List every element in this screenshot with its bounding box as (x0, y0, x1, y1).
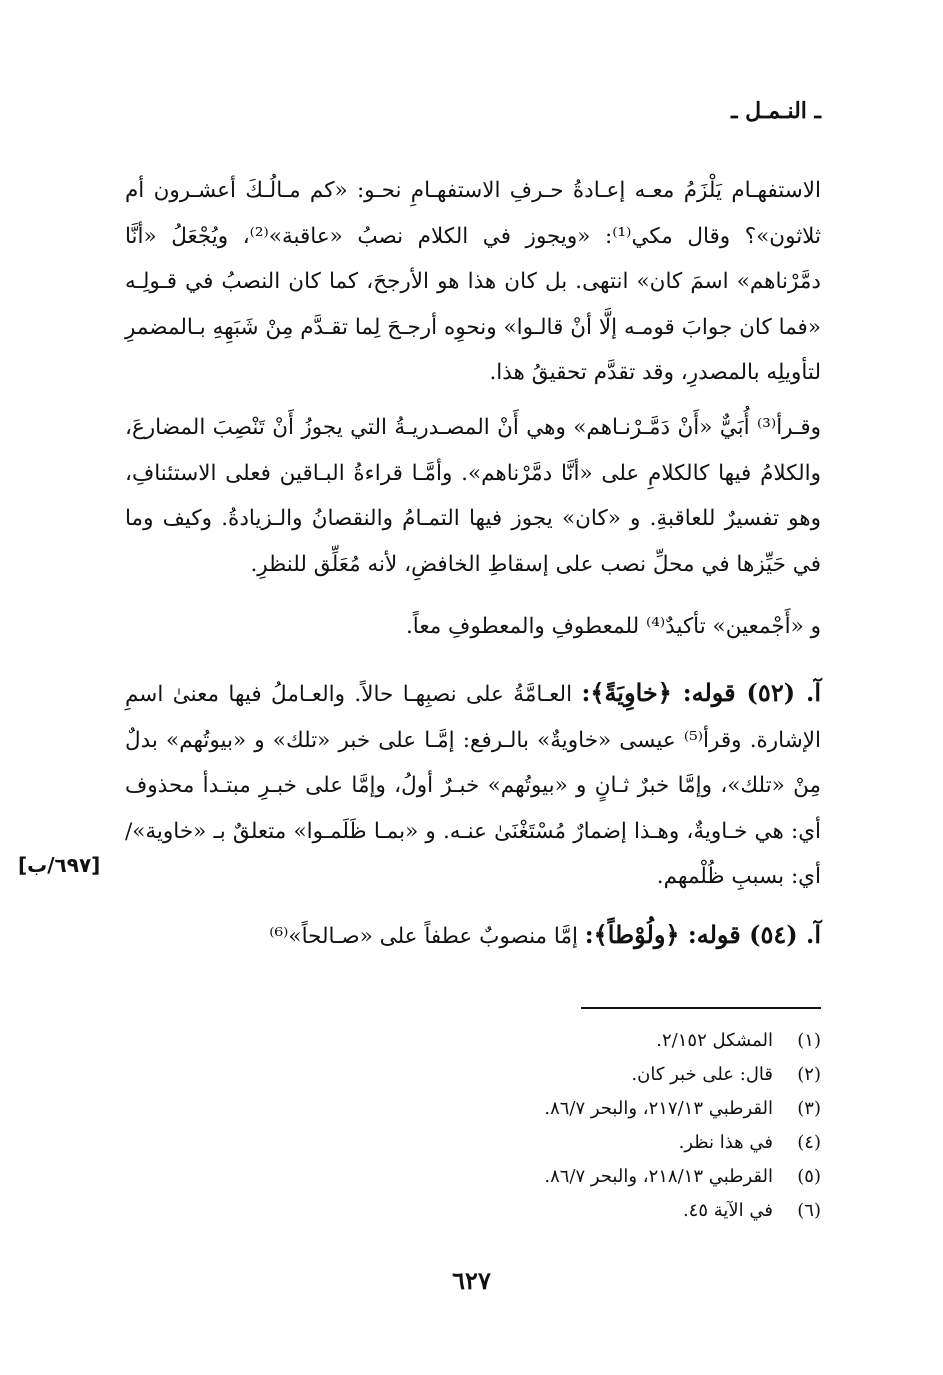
running-title: ـ النـمـل ـ (731, 98, 821, 124)
verse-52-commentary (125, 670, 821, 900)
paragraph-1-text: الاستفهـام يَلْزَمُ معـه إعـادةُ حـرفِ الاستفهـامِ نحـو: «كم مـالُـكَ أعشـرون أم ثلاثون»؟ وقال مكي⁽¹⁾: «ويجوز في الكلام نصبُ «عاقبة»⁽²⁾، ويُجْعَلُ «أنَّا دمَّرْناهم» اسمَ كان» انتهى. بل كان هذا هو الأرجحَ، كما كان النصبُ في قـولِـه «فما كان جوابَ قومـه إلَّا أنْ قالـوا» ونحوِه أرجـحَ لِما تقـدَّم مِنْ شَبَهِهِ بـالمضمرِ لتأويلِه بالمصدرِ، وقد تقدَّم تحقيقُ هذا. (125, 178, 821, 385)
paragraph-3-text: و «أَجْمعين» تأكيدٌ⁽⁴⁾ للمعطوفِ والمعطوفِ معاً. (405, 614, 821, 639)
footnotes-list (321, 1024, 821, 1228)
verse-52-text (125, 670, 821, 900)
verse-54-text (125, 912, 821, 960)
footnote-text: قال: على خبر كان. (631, 1064, 773, 1085)
verse-54-body: إمَّا منصوبٌ عطفاً على «صـالحاً»⁽⁶⁾ (269, 924, 578, 949)
footnote-number: (٤) (797, 1132, 821, 1153)
footnote-item (321, 1160, 821, 1194)
footnote-item (321, 1058, 821, 1092)
footnote-text: المشكل ٢/١٥٢. (656, 1030, 773, 1051)
footnote-divider (581, 1007, 821, 1009)
footnote-number: (٣) (797, 1098, 821, 1119)
paragraph-2-text: وقـرأ⁽³⁾ أُبَيٌّ «أَنْ دَمَّـرْنـاهم» وهي أَنْ المصـدريـةُ التي يجوزُ أَنْ تَنْصِبَ المضارعَ، والكلامُ فيها كالكلامِ على «أنَّا دمَّرْناهم». وأمَّـا قراءةُ البـاقين فعلى الاستئنافِ، وهو تفسيرٌ للعاقبةِ. و «كان» يجوز فيها التمـامُ والنقصانُ والـزيادةُ. وكيف وما في حَيِّزها في محلِّ نصب على إسقاطِ الخافضِ، لأنه مُعَلِّق للنظرِ. (125, 415, 821, 577)
footnote-number: (١) (797, 1030, 821, 1051)
footnote-item (321, 1194, 821, 1228)
footnote-text: القرطبي ٢١٧/١٣، والبحر ٨٦/٧. (544, 1098, 773, 1119)
footnote-item (321, 1092, 821, 1126)
paragraph-2 (125, 405, 821, 587)
footnote-text: في هذا نظر. (678, 1132, 773, 1153)
verse-52-heading: آ. (٥٢) قوله: ﴿خاوِيَةً﴾: (581, 678, 822, 707)
verse-54-heading: آ. (٥٤) قوله: ﴿ولُوْطاً﴾: (584, 920, 821, 949)
verse-52-body: العـامَّةُ على نصبِهـا حالاً. والعـاملُ فيها معنىٰ اسمِ الإشارة. وقرأ⁽⁵⁾ عيسى «خاويةٌ» بالـرفع: إمَّـا على خبر «تلك» و «بيوتُهم» بدلٌ مِنْ «تلك»، وإمَّا خبرٌ ثـانٍ و «بيوتُهم» خبـرٌ أولُ، وإمَّا على خبـرِ مبتـدأ محذوف أي: هي خـاويةٌ، وهـذا إضمارٌ مُسْتَغْنَىٰ عنـه. و «بمـا ظَلَمـوا» متعلقٌ بـ «خاوية»/ أي: بسببِ ظُلْمهم. (125, 682, 821, 889)
footnote-item (321, 1024, 821, 1058)
paragraph-3 (125, 604, 821, 650)
paragraph-1 (125, 168, 821, 396)
verse-54-commentary (125, 912, 821, 960)
footnote-text: في الآية ٤٥. (682, 1200, 773, 1221)
manuscript-folio-marker: [٦٩٧/ب] (18, 853, 101, 877)
footnote-number: (٦) (797, 1200, 821, 1221)
footnote-number: (٢) (797, 1064, 821, 1085)
footnote-text: القرطبي ٢١٨/١٣، والبحر ٨٦/٧. (544, 1166, 773, 1187)
footnote-item (321, 1126, 821, 1160)
footnote-number: (٥) (797, 1166, 821, 1187)
page-number: ٦٢٧ (452, 1266, 491, 1295)
